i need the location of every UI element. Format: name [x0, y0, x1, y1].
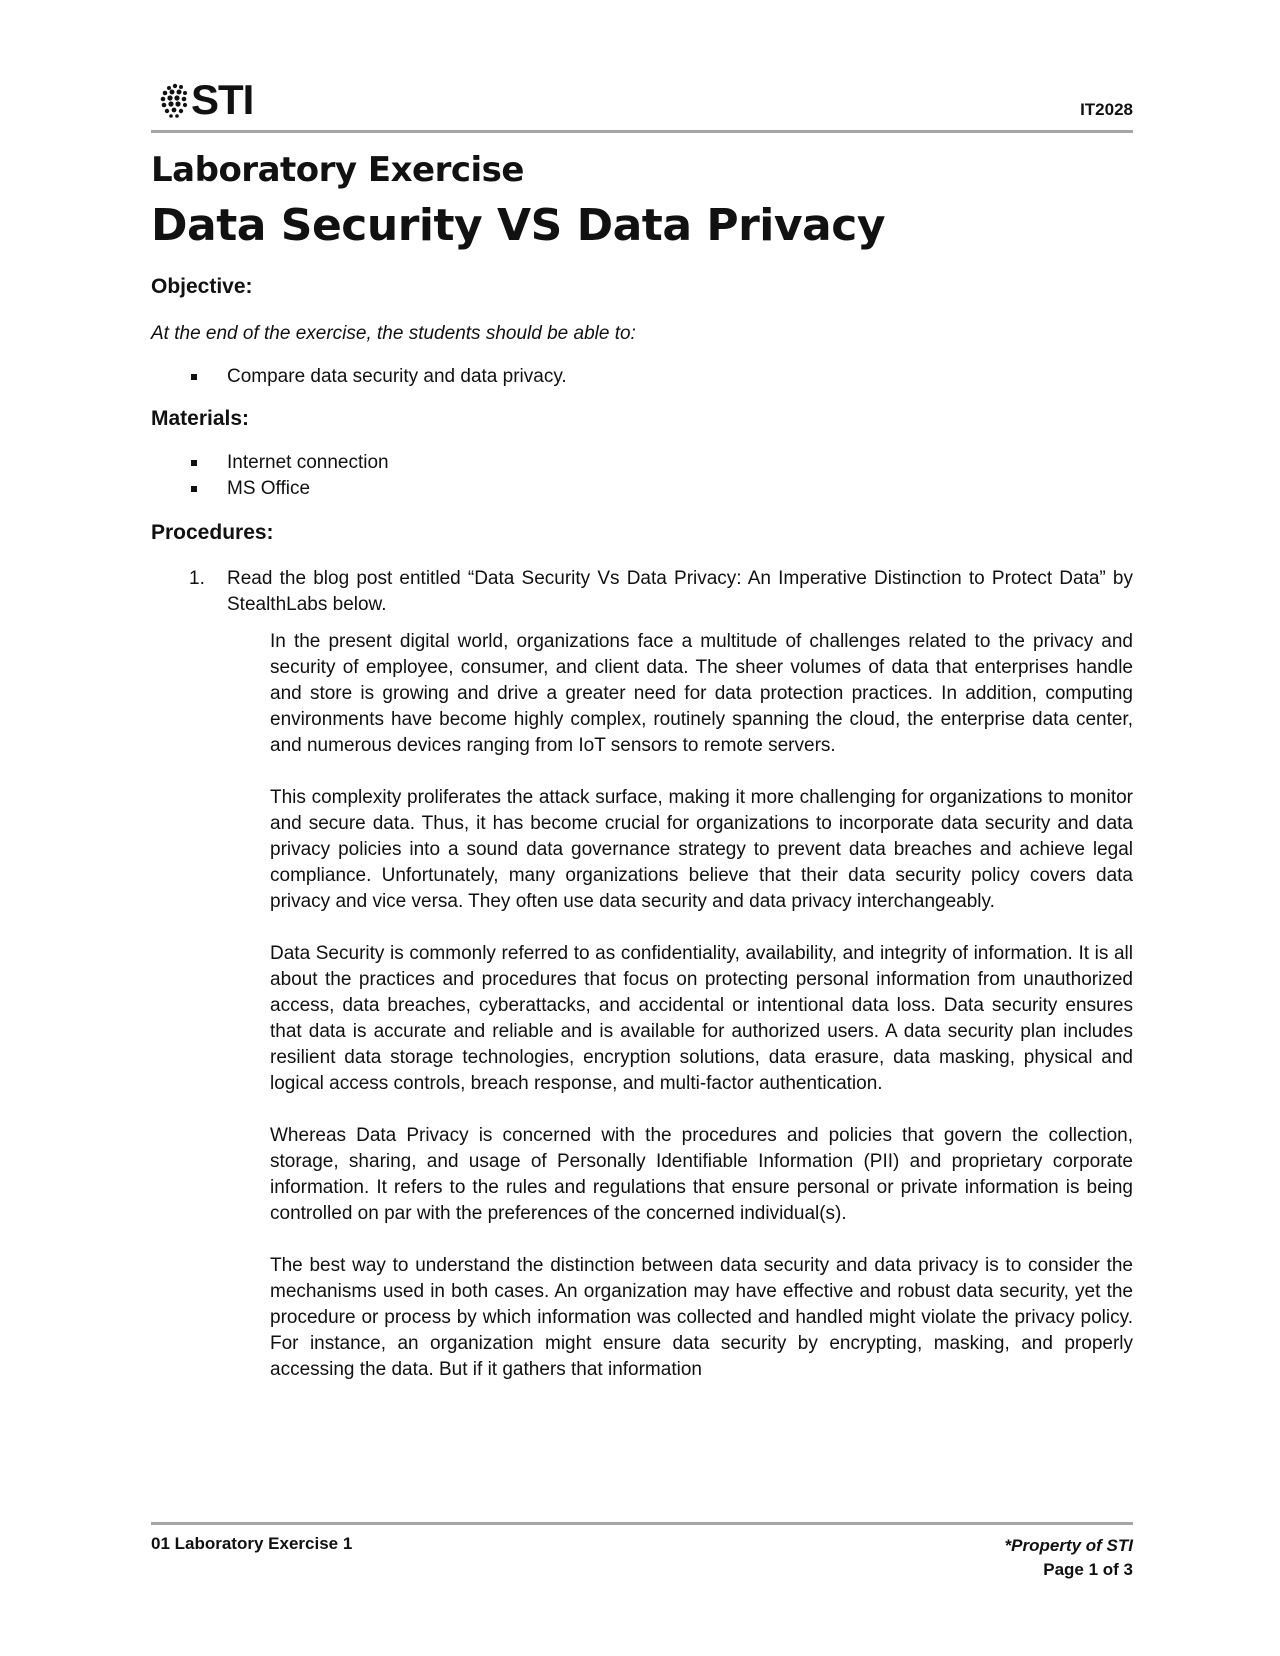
page-number: Page 1 of 3: [1043, 1560, 1133, 1579]
footer-divider: [151, 1522, 1133, 1525]
footer-exercise-label: 01 Laboratory Exercise 1: [151, 1534, 353, 1553]
materials-list: [151, 450, 389, 502]
globe-icon: [159, 81, 189, 119]
page-header: [151, 78, 1133, 133]
procedures-heading: Procedures:: [151, 521, 274, 544]
sti-logo: [159, 78, 253, 122]
document-type-title: Laboratory Exercise: [151, 150, 524, 190]
list-item: Compare data security and data privacy.: [151, 364, 567, 390]
property-notice: *Property of STI: [1004, 1536, 1133, 1555]
step-number: 1.: [189, 568, 205, 589]
course-code: IT2028: [1080, 100, 1133, 119]
step-text: Read the blog post entitled “Data Security Vs Data Privacy: An Imperative Distinction to Protect Data” by StealthLabs below.: [227, 568, 1133, 615]
paragraph: This complexity proliferates the attack surface, making it more challenging for organizations to monitor and secure data. Thus, it has become crucial for organizations to incorporate data security and data privacy policies into a sound data governance strategy to prevent data breaches and achieve legal compliance. Unfortunately, many organizations believe that their data security policy covers data privacy and vice versa. They often use data security and data privacy interchangeably.: [270, 787, 1133, 912]
objective-heading: Objective:: [151, 275, 253, 298]
footer-right: [1005, 1534, 1133, 1582]
objective-list: [151, 364, 567, 390]
paragraph: The best way to understand the distinction between data security and data privacy is to consider the mechanisms used in both cases. An organization may have effective and robust data security, yet the procedure or process by which information was collected and handled might violate the privacy policy. For instance, an organization might ensure data security by encrypting, masking, and properly accessing the data. But if it gathers that information: [270, 1255, 1133, 1380]
blog-excerpt: [270, 629, 1133, 1383]
materials-heading: Materials:: [151, 407, 250, 430]
paragraph: Whereas Data Privacy is concerned with the procedures and policies that govern the collection, storage, sharing, and usage of Personally Identifiable Information (PII) and proprietary corporate information. It refers to the rules and regulations that ensure personal or private information is being controlled on par with the preferences of the concerned individual(s).: [270, 1125, 1133, 1224]
procedure-step: [151, 566, 1133, 618]
paragraph: Data Security is commonly referred to as confidentiality, availability, and integrity of information. It is all about the practices and procedures that focus on protecting personal information from unauthorized access, data breaches, cyberattacks, and accidental or intentional data loss. Data security ensures that data is accurate and reliable and is available for authorized users. A data security plan includes resilient data storage technologies, encryption solutions, data erasure, data masking, physical and logical access controls, breach response, and multi-factor authentication.: [270, 943, 1133, 1094]
objective-intro: At the end of the exercise, the students should be able to:: [151, 323, 636, 344]
paragraph: In the present digital world, organizations face a multitude of challenges related to the privacy and security of employee, consumer, and client data. The sheer volumes of data that enterprises handle and store is growing and drive a greater need for data protection practices. In addition, computing environments have become highly complex, routinely spanning the cloud, the enterprise data center, and numerous devices ranging from IoT sensors to remote servers.: [270, 631, 1133, 756]
logo-text: STI: [191, 76, 254, 123]
list-item: Internet connection: [151, 450, 389, 476]
list-item: MS Office: [151, 476, 389, 502]
document-main-title: Data Security VS Data Privacy: [151, 200, 885, 251]
